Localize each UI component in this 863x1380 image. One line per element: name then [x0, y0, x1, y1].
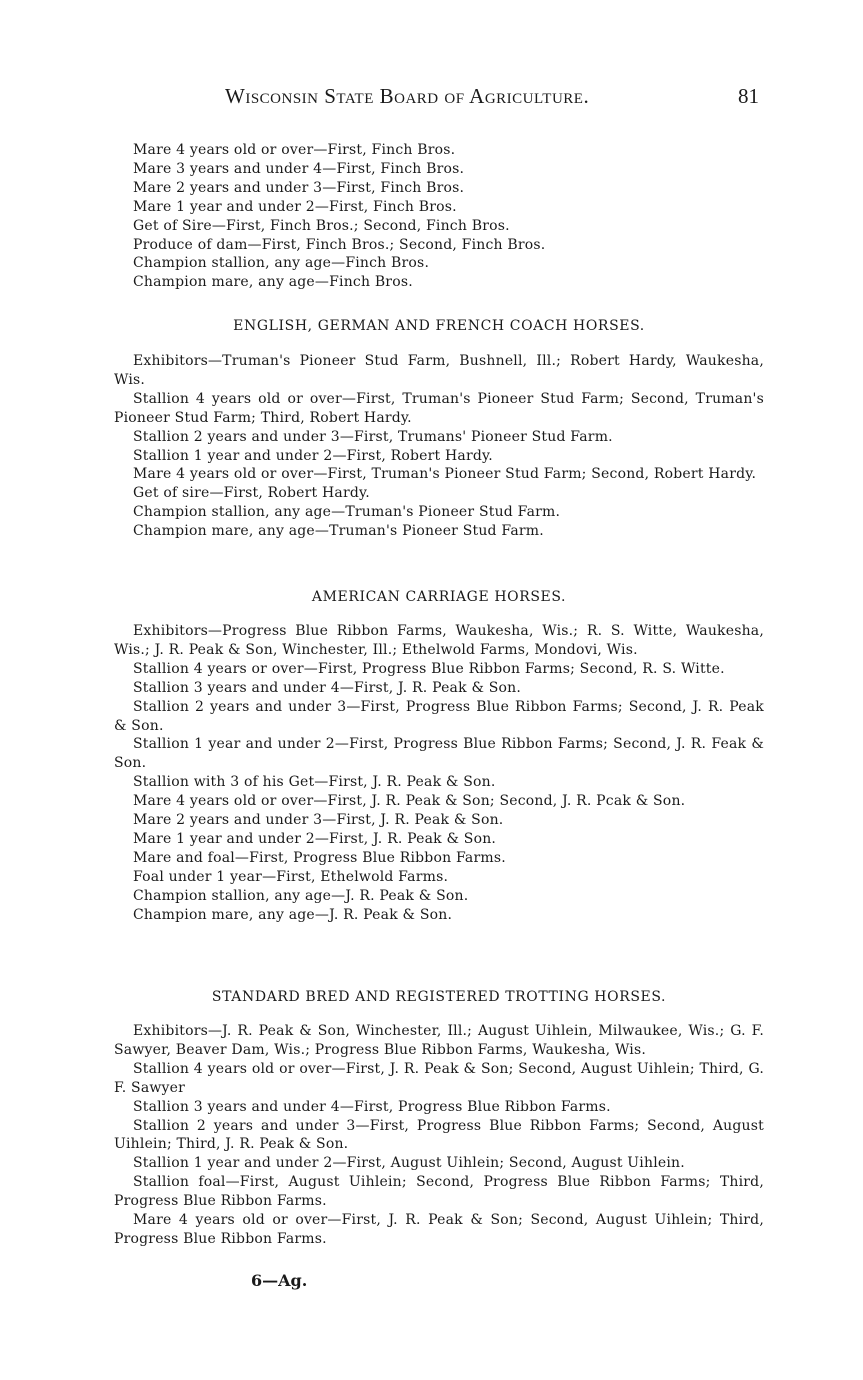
entry-paragraph: Stallion foal—First, August Uihlein; Second, Progress Blue Ribbon Farms; Third, Progress Blue Ribbon Farms.	[114, 1174, 764, 1210]
entry-paragraph: Stallion 4 years or over—First, Progress Blue Ribbon Farms; Second, R. S. Witte.	[133, 660, 725, 677]
entry-paragraph: Stallion 1 year and under 2—First, Robert Hardy.	[133, 447, 493, 464]
section-heading: AMERICAN CARRIAGE HORSES.	[311, 589, 567, 605]
entry-paragraph: Foal under 1 year—First, Ethelwold Farms.	[133, 868, 449, 885]
entry-paragraph: Champion mare, any age—J. R. Peak & Son.	[133, 906, 453, 923]
entry-paragraph: Exhibitors—J. R. Peak & Son, Winchester, Ill.; August Uihlein, Milwaukee, Wis.; G. F. Sawyer, Beaver Dam, Wis.; Progress Blue Ribbon Farms, Waukesha, Wis.	[114, 1023, 764, 1058]
entry-paragraph: Mare 4 years old or over—First, J. R. Peak & Son; Second, J. R. Pcak & Son.	[133, 793, 686, 810]
entry-paragraph: Stallion 2 years and under 3—First, Trumans' Pioneer Stud Farm.	[133, 428, 613, 445]
entry-paragraph: Champion stallion, any age—Truman's Pioneer Stud Farm.	[133, 504, 561, 521]
section-body	[114, 622, 764, 925]
section-heading: ENGLISH, GERMAN AND FRENCH COACH HORSES.	[233, 318, 645, 334]
entry-paragraph: Mare 4 years old or over—First, Truman's Pioneer Stud Farm; Second, Robert Hardy.	[133, 466, 757, 483]
entry-paragraph: Champion stallion, any age—J. R. Peak & Son.	[133, 887, 469, 904]
section-body	[114, 352, 764, 541]
entry-paragraph: Exhibitors—Progress Blue Ribbon Farms, Waukesha, Wis.; R. S. Witte, Waukesha, Wis.; J. R. Peak & Son, Winchester, Ill.; Ethelwold Farms, Mondovi, Wis.	[114, 623, 764, 658]
entry-line: Champion stallion, any age—Finch Bros.	[133, 255, 430, 272]
entry-line: Produce of dam—First, Finch Bros.; Second, Finch Bros.	[133, 236, 546, 253]
entry-paragraph: Mare 1 year and under 2—First, J. R. Peak & Son.	[133, 830, 497, 847]
section-body	[114, 1022, 764, 1249]
entry-paragraph: Stallion 3 years and under 4—First, Progress Blue Ribbon Farms.	[133, 1098, 611, 1115]
entry-line: Mare 2 years and under 3—First, Finch Bros.	[133, 179, 465, 196]
entry-line: Mare 4 years old or over—First, Finch Bros.	[133, 142, 456, 158]
intro-block	[114, 141, 764, 292]
entry-paragraph: Mare and foal—First, Progress Blue Ribbon Farms.	[133, 849, 506, 866]
section-heading: STANDARD BRED AND REGISTERED TROTTING HORSES.	[211, 989, 667, 1005]
entry-line: Get of Sire—First, Finch Bros.; Second, Finch Bros.	[133, 217, 510, 234]
page-number: 81	[738, 84, 759, 108]
entry-paragraph: Mare 4 years old or over—First, J. R. Peak & Son; Second, August Uihlein; Third, Progress Blue Ribbon Farms.	[114, 1212, 764, 1247]
entry-line: Mare 1 year and under 2—First, Finch Bros.	[133, 198, 457, 215]
entry-paragraph: Stallion 2 years and under 3—First, Progress Blue Ribbon Farms; Second, August Uihlein; Third, J. R. Peak & Son.	[114, 1117, 764, 1153]
entry-paragraph: Stallion 1 year and under 2—First, Progress Blue Ribbon Farms; Second, J. R. Feak & Son.	[114, 736, 764, 772]
entry-paragraph: Stallion 4 years old or over—First, Truman's Pioneer Stud Farm; Second, Truman's Pioneer Stud Farm; Third, Robert Hardy.	[114, 390, 764, 426]
entry-paragraph: Stallion 2 years and under 3—First, Progress Blue Ribbon Farms; Second, J. R. Peak & Son.	[114, 698, 764, 734]
entry-paragraph: Stallion with 3 of his Get—First, J. R. Peak & Son.	[133, 774, 496, 791]
entry-paragraph: Stallion 3 years and under 4—First, J. R. Peak & Son.	[133, 679, 522, 696]
signature-mark: 6—Ag.	[251, 1271, 308, 1290]
entry-paragraph: Stallion 1 year and under 2—First, August Uihlein; Second, August Uihlein.	[133, 1155, 685, 1172]
entry-line: Mare 3 years and under 4—First, Finch Bros.	[133, 160, 465, 177]
entry-line: Champion mare, any age—Finch Bros.	[133, 274, 413, 291]
entry-paragraph: Stallion 4 years old or over—First, J. R. Peak & Son; Second, August Uihlein; Third, G. F. Sawyer	[114, 1060, 764, 1096]
entry-paragraph: Get of sire—First, Robert Hardy.	[133, 485, 370, 502]
entry-paragraph: Mare 2 years and under 3—First, J. R. Peak & Son.	[133, 812, 504, 829]
entry-paragraph: Champion mare, any age—Truman's Pioneer Stud Farm.	[133, 523, 544, 540]
entry-paragraph: Exhibitors—Truman's Pioneer Stud Farm, Bushnell, Ill.; Robert Hardy, Waukesha, Wis.	[114, 353, 764, 388]
running-head: Wisconsin State Board of Agriculture.	[225, 84, 590, 108]
